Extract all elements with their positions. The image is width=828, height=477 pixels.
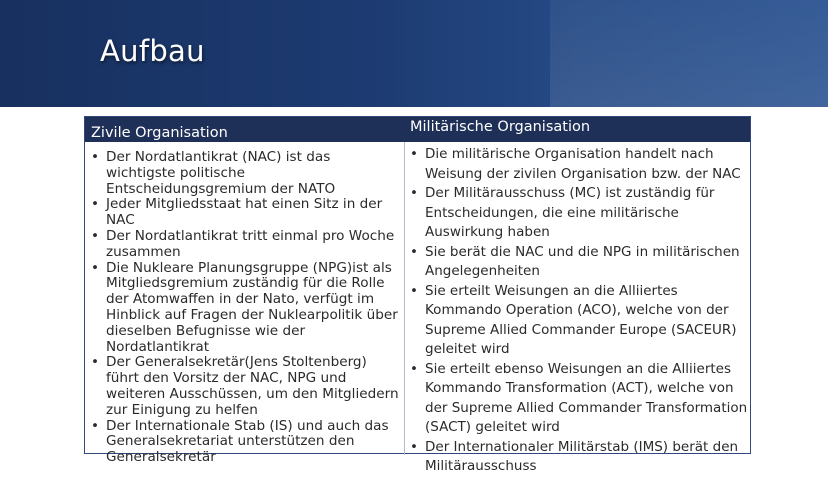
title-banner — [0, 0, 828, 107]
list-item: • Der Nordatlantikrat (NAC) ist das wichtigste politische Entscheidungsgremium der NATO — [91, 150, 403, 197]
slide-title: Aufbau — [100, 34, 205, 68]
header-civil-organisation: Zivile Organisation — [91, 125, 228, 141]
list-item: • Die Nukleare Planungsgruppe (NPG)ist als Mitgliedsgremium zuständig für die Rolle der Atomwaffen in der Nato, verfügt im Hinblick auf Fragen der Nuklearpolitik über dieselben Befugnisse wie der Nordatlantikrat — [91, 261, 403, 356]
table-header-row — [85, 117, 750, 142]
list-item: • Sie erteilt Weisungen an die Alliiertes Kommando Operation (ACO), welche von der Supreme Allied Commander Europe (SACEUR) geleitet wird — [410, 282, 752, 360]
list-item: • Der Nordatlantikrat tritt einmal pro Woche zusammen — [91, 229, 403, 261]
list-item: • Die militärische Organisation handelt nach Weisung der zivilen Organisation bzw. der NAC — [410, 145, 752, 184]
list-item: • Der Internationale Stab (IS) und auch das Generalsekretariat unterstützen den Generalsekretär — [91, 419, 403, 466]
comparison-table — [84, 116, 751, 474]
list-item: • Der Generalsekretär(Jens Stoltenberg) führt den Vorsitz der NAC, NPG und weiteren Ausschüssen, um den Mitgliedern zur Einigung zu helfen — [91, 355, 403, 418]
civil-organisation-list — [91, 150, 403, 466]
list-item: • Sie berät die NAC und die NPG in militärischen Angelegenheiten — [410, 243, 752, 282]
list-item: • Sie erteilt ebenso Weisungen an die Alliiertes Kommando Transformation (ACT), welche von der Supreme Allied Commander Transformation (SACT) geleitet wird — [410, 360, 752, 438]
list-item: • Der Militärausschuss (MC) ist zuständig für Entscheidungen, die eine militärische Auswirkung haben — [410, 184, 752, 243]
column-divider — [404, 142, 405, 455]
list-item: • Jeder Mitgliedsstaat hat einen Sitz in der NAC — [91, 197, 403, 229]
list-item: • Der Internationaler Militärstab (IMS) berät den Militärausschuss — [410, 438, 752, 477]
header-military-organisation: Militärische Organisation — [410, 119, 591, 135]
military-organisation-list — [410, 145, 752, 477]
